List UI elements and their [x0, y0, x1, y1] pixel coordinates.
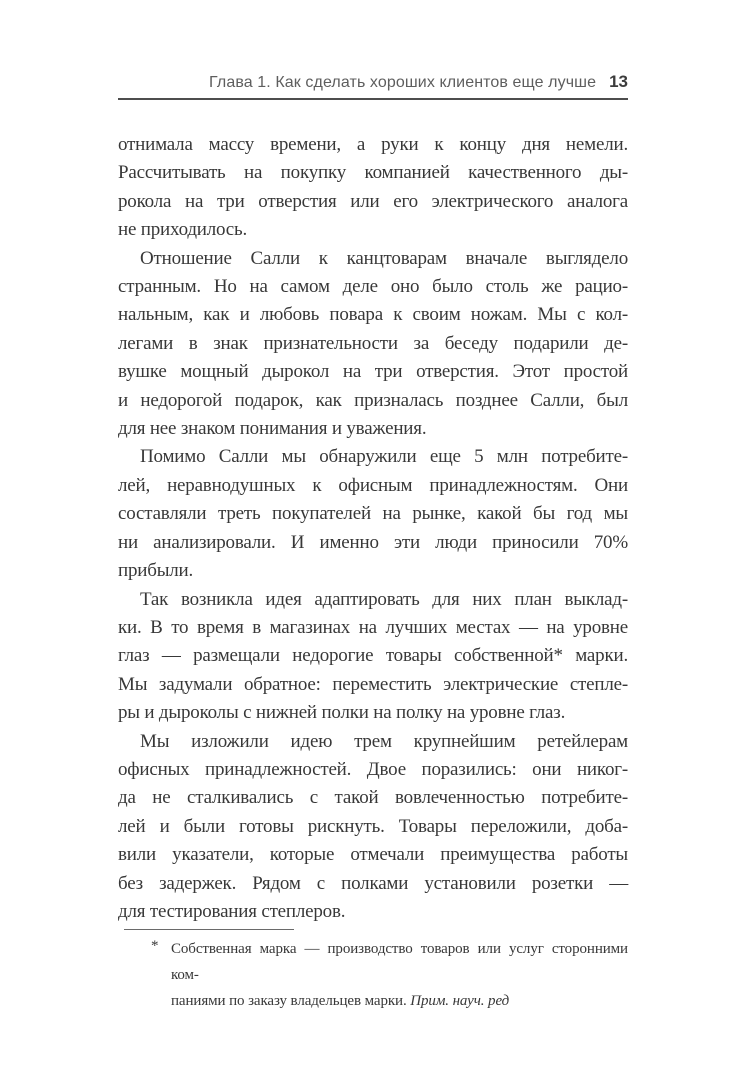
text-line: рокола на три отверстия или его электрического аналога	[118, 190, 628, 212]
text-line: вили указатели, которые отмечали преимущества работы	[118, 844, 628, 866]
text-line: лей и были готовы рискнуть. Товары переложили, доба-	[118, 815, 628, 837]
text-line: составляли треть покупателей на рынке, какой бы год мы	[118, 503, 628, 525]
page-header	[118, 72, 628, 92]
text-line: странным. Но на самом деле оно было столь же рацио-	[118, 276, 628, 298]
text-line: Помимо Салли мы обнаружили еще 5 млн потребите-	[140, 446, 628, 468]
paragraph	[118, 586, 628, 728]
text-line: Отношение Салли к канцтоварам вначале выглядело	[140, 247, 628, 269]
text-line: отнимала массу времени, а руки к концу дня немели.	[118, 134, 628, 155]
running-title: Глава 1. Как сделать хороших клиентов еще лучше	[209, 74, 597, 91]
body-text	[118, 131, 628, 926]
footnote-separator	[124, 929, 294, 930]
book-page	[0, 72, 750, 1080]
text-line: ки. В то время в магазинах на лучших местах — на уровне	[118, 616, 628, 638]
paragraph	[118, 728, 628, 927]
text-line: для нее знаком понимания и уважения.	[118, 418, 427, 440]
header-rule	[118, 98, 628, 100]
text-line: нальным, как и любовь повара к своим ножам. Мы с кол-	[118, 304, 628, 326]
page-number: 13	[609, 72, 628, 91]
text-line: глаз — размещали недорогие товары собственной* марки.	[118, 645, 628, 667]
text-line: офисных принадлежностей. Двое поразились: они никог-	[118, 758, 628, 780]
text-line: Мы изложили идею трем крупнейшим ретейлерам	[140, 730, 628, 752]
footnote-line-1: Собственная марка — производство товаров или услуг сторонними ком-	[171, 941, 628, 984]
text-line: ни анализировали. И именно эти люди приносили 70%	[118, 531, 628, 553]
text-line: да не сталкивались с такой вовлеченностью потребите-	[118, 787, 628, 809]
footnote-line-2-text: паниями по заказу владельцев марки.	[171, 993, 411, 1010]
paragraph	[118, 131, 628, 245]
text-line: Рассчитывать на покупку компанией качественного ды-	[118, 162, 628, 184]
footnote-marker: *	[151, 938, 159, 955]
paragraph	[118, 443, 628, 585]
paragraph	[118, 245, 628, 444]
text-line: без задержек. Рядом с полками установили розетки —	[118, 872, 628, 894]
text-line: ры и дыроколы с нижней полки на полку на уровне глаз.	[118, 702, 566, 724]
text-line: лей, неравнодушных к офисным принадлежностям. Они	[118, 474, 628, 496]
text-line: и недорогой подарок, как призналась позднее Салли, был	[118, 389, 628, 411]
text-line: не приходилось.	[118, 219, 248, 241]
footnote	[118, 936, 628, 1014]
text-line: для тестирования степлеров.	[118, 900, 346, 922]
footnote-line-2	[171, 988, 628, 1014]
text-line: прибыли.	[118, 560, 194, 582]
text-line: легами в знак признательности за беседу подарили де-	[118, 332, 628, 354]
footnote-attribution: Прим. науч. ред	[410, 993, 510, 1010]
text-line: вушке мощный дырокол на три отверстия. Этот простой	[118, 361, 628, 383]
text-line: Так возникла идея адаптировать для них план выклад-	[140, 588, 628, 610]
text-line: Мы задумали обратное: переместить электрические степле-	[118, 673, 628, 695]
